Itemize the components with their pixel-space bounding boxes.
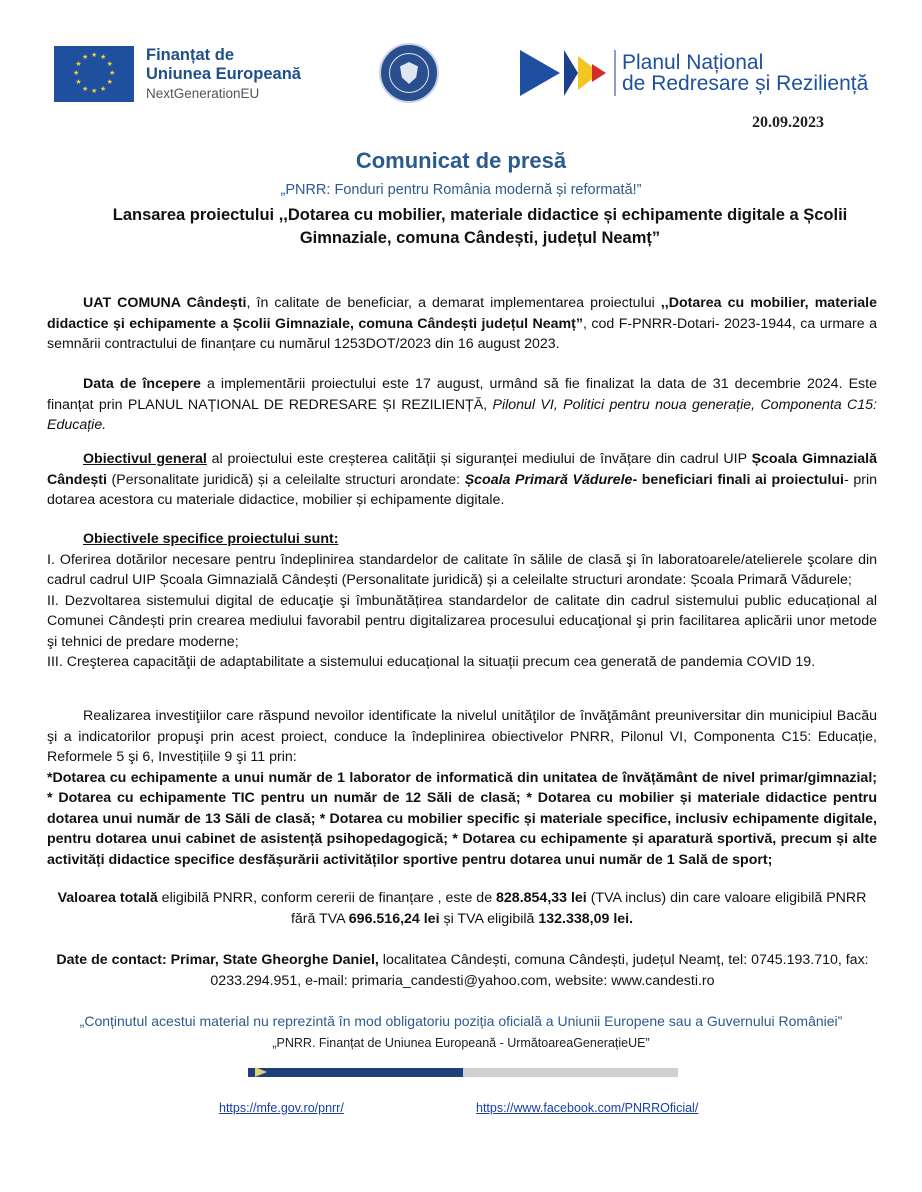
specific-objectives-heading: Obiectivele specifice proiectului sunt: [83, 531, 339, 547]
star-icon: ★ [106, 79, 113, 86]
facebook-pnrr-link[interactable]: https://www.facebook.com/PNRROficial/ [476, 1101, 699, 1115]
general-objective-label: Obiectivul general [83, 451, 207, 467]
progress-bar-fill [248, 1068, 463, 1077]
ro-red-arrow-shape [592, 64, 606, 82]
project-headline: Lansarea proiectului ,,Dotarea cu mobilier, materiale didactice și echipamente digitale a Școlii Gimnaziale, comuna Cândești, județul Neamț” [112, 206, 848, 247]
eu-disclaimer: „Conținutul acestui material nu reprezintă în mod obligatoriu poziția oficială a Uniunii Europene sau a Guvernului României” [79, 1013, 843, 1029]
star-icon: ★ [82, 85, 89, 93]
objective-item: II. Dezvoltarea sistemului digital de educaţie şi îmbunătățirea standardelor de calitate din cadrul sistemului public educațional al Comunei Cândești prin crearea mediului favorabil pentru digitalizarea procesului educaţional şi prin facilitarea aplicării unor metode şi tehnici de predare moderne; [47, 592, 877, 650]
total-value-label: Valoarea totală [57, 890, 158, 906]
timeline-paragraph [47, 374, 877, 436]
mfe-pnrr-link[interactable]: https://mfe.gov.ro/pnrr/ [219, 1101, 344, 1115]
beneficiary-name: UAT COMUNA Cândești [83, 295, 247, 311]
text-span: - prin dotarea acestora cu materiale didactice, mobilier și echipamente digitale. [47, 471, 877, 508]
ro-blue-arrow-shape [564, 50, 578, 96]
star-icon: ★ [106, 61, 113, 68]
contact-details: localitatea Cândești, comuna Cândești, județul Neamț, tel: 0745.193.710, fax: 0233.294.951, e-mail: primaria_candesti@yahoo.com, website: www.candesti.ro [210, 952, 869, 989]
arrow-gold-shape [255, 1067, 267, 1077]
star-icon: ★ [91, 88, 98, 95]
total-value-amount: 828.854,33 lei [496, 890, 587, 906]
contact-label: Date de contact: Primar, State Gheorghe Daniel, [56, 952, 379, 968]
seal-inner-ring [389, 53, 429, 93]
star-icon: ★ [91, 52, 98, 59]
guvernul-romaniei-seal-icon [379, 43, 439, 103]
star-icon: ★ [100, 54, 107, 62]
star-icon: ★ [73, 70, 80, 77]
eu-logo-text [146, 46, 301, 101]
beneficiaries-label: - beneficiari finali ai proiectului [632, 471, 844, 488]
vat-amount: 132.338,09 lei. [538, 910, 634, 927]
arrow-icon [248, 1067, 270, 1078]
eu-arrow-shape [520, 50, 560, 96]
text-span: al proiectului este creșterea calității și siguranței mediului de învățare din cadrul UIP [206, 451, 752, 467]
star-icon: ★ [109, 70, 116, 77]
page-subtitle: „PNRR: Fonduri pentru România modernă și reformată!” [280, 182, 642, 198]
decorative-progress-bar [248, 1068, 678, 1077]
star-icon: ★ [75, 79, 82, 86]
general-objective-paragraph [47, 449, 877, 511]
text-span: a implementării proiectului este 17 august, urmând să fie finalizat la data de 31 decembrie 2024. Este finanțat prin PLANUL NAȚIONAL DE REDRESARE ȘI REZILIENȚĂ, [47, 376, 877, 413]
eu-logo-line1: Finanțat de [146, 46, 235, 65]
page-title: Comunicat de presă [355, 148, 567, 173]
star-icon: ★ [100, 85, 107, 93]
school-name: Școala Gimnazială Cândești [47, 451, 878, 488]
eu-funding-logo [54, 44, 304, 104]
intro-paragraph [47, 293, 877, 355]
text-span: și TVA eligibilă [439, 910, 539, 927]
investments-list: *Dotarea cu echipamente a unui număr de 1 laborator de informatică din unitatea de învățământ de nivel primar/gimnazial; * Dotarea cu echipamente TIC pentru un număr de 12 Săli de clasă; * Dotarea cu mobilier și materiale didactice pentru dotarea unui număr de 13 Săli de clasă; * Dotarea cu mobilier specific și materiale specifice, inclusiv echipamente digitale, pentru dotarea unui cabinet de asistență psihopedagogică; * Dotarea cu echipamente și aparatură sportivă, precum și alte activități didactice specifice desfășurării activităților sportive pentru dotarea unui număr de 1 Sală de sport; [47, 769, 877, 868]
objective-item: I. Oferirea dotărilor necesare pentru îndeplinirea standardelor de calitate în sălile de clasă şi în laboratoarele/atelierele şcolare din cadrul cadrul UIP Școala Gimnazială Cândești (Personalitate juridică) și a celeilalte structuri arondate: Școala Primară Vădurele; [47, 551, 877, 588]
pnrr-logo [520, 48, 890, 98]
pnrr-arrows-icon [520, 50, 610, 96]
objective-item: III. Creşterea capacităţii de adaptabilitate a sistemului educațional la situații precum cea generată de pandemia COVID 19. [47, 654, 816, 670]
budget-paragraph [47, 888, 877, 929]
investments-paragraph [47, 706, 877, 870]
pnrr-logo-line1: Planul Național [622, 51, 764, 74]
document-header [0, 0, 922, 140]
value-without-vat: 696.516,24 lei [348, 910, 440, 927]
primary-school-name: Școala Primară Vădurele [464, 471, 633, 488]
text-span: eligibilă PNRR, conform cererii de finanțare , este de [157, 890, 497, 906]
contact-paragraph [40, 950, 885, 991]
release-date: 20.09.2023 [752, 114, 824, 131]
text-span: (Personalitate juridică) și a celeilalte structuri arondate: [106, 471, 465, 488]
eu-flag-icon [54, 46, 134, 102]
logo-divider [614, 50, 616, 96]
text-span: (TVA inclus) din care valoare eligibilă PNRR fără TVA [290, 890, 867, 927]
specific-objectives-section [47, 529, 877, 673]
start-date-label: Data de începere [83, 376, 201, 392]
funding-tagline: „PNRR. Finanțat de Uniunea Europeană - UrmătoareaGenerațieUE” [272, 1036, 650, 1050]
investments-intro: Realizarea investiţiilor care răspund nevoilor identificate la nivelul unităţilor de învăţământ preuniversitar din municipiul Bacău şi a indicatorilor propuşi prin acest proiect, conduce la îndeplinirea obiectivelor PNRR, Pilonul VI, Componenta C15: Educație, Reformele 5 şi 6, Investițiile 9 şi 11 prin: [47, 708, 877, 765]
pnrr-logo-text [622, 52, 868, 94]
text-span: , cod F-PNRR-Dotari- 2023-1944, ca urmare a semnării contractului de finanțare cu numărul 1253DOT/2023 din 16 august 2023. [47, 315, 877, 352]
coat-of-arms-icon [400, 62, 418, 84]
pillar-reference: Pilonul VI, Politici pentru noua generație, Componenta C15: Educație. [47, 396, 878, 433]
pnrr-logo-line2: de Redresare și Reziliență [622, 72, 869, 95]
eu-logo-line2: Uniunea Europeană [146, 65, 301, 84]
project-name: ,,Dotarea cu mobilier, materiale didactice și echipamente a Școlii Gimnaziale, comuna Cândești județul Neamț” [47, 295, 877, 332]
star-icon: ★ [75, 61, 82, 68]
text-span: , în calitate de beneficiar, a demarat implementarea proiectului [246, 295, 661, 311]
star-icon: ★ [82, 54, 89, 62]
eu-logo-line3: NextGenerationEU [146, 86, 260, 102]
